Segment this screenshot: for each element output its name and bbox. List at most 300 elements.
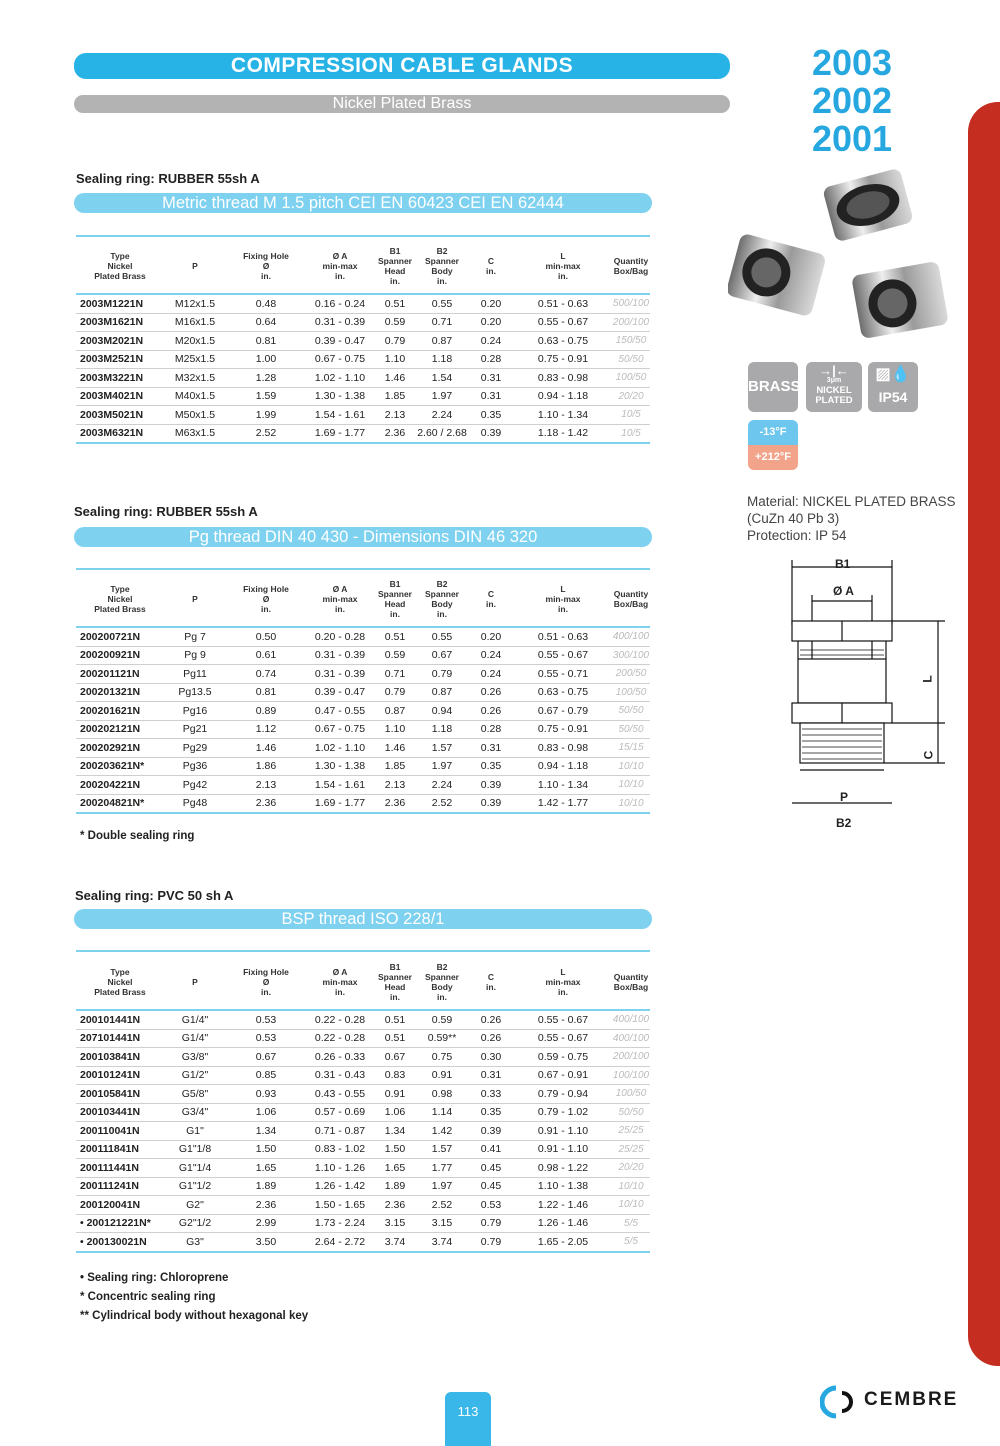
sealing-ring-label: Sealing ring: RUBBER 55sh A xyxy=(74,504,258,519)
cell-a: 0.31 - 0.39 xyxy=(306,665,374,684)
column-header-b2 xyxy=(416,954,468,1010)
cell-l: 1.42 - 1.77 xyxy=(514,794,612,813)
cell-type: 200202121N xyxy=(76,720,164,739)
cell-type: 200120041N xyxy=(76,1196,164,1215)
header-line: in. xyxy=(390,275,400,286)
cell-b1: 0.59 xyxy=(374,313,416,332)
cell-b2: 0.75 xyxy=(416,1048,468,1067)
cell-b2: 1.18 xyxy=(416,720,468,739)
cell-b1: 2.13 xyxy=(374,776,416,795)
header-line: in. xyxy=(486,981,496,992)
cell-b1: 1.06 xyxy=(374,1103,416,1122)
cell-fixing: 0.89 xyxy=(226,702,306,721)
cell-b2: 2.52 xyxy=(416,1196,468,1215)
header-line: in. xyxy=(261,270,271,281)
cell-a: 0.71 - 0.87 xyxy=(306,1122,374,1141)
header-line: in. xyxy=(261,603,271,614)
table-top-rule xyxy=(76,235,650,237)
material-line: Material: NICKEL PLATED BRASS xyxy=(747,494,956,509)
table-row xyxy=(76,1214,650,1233)
cell-fixing: 0.53 xyxy=(226,1010,306,1029)
cell-a: 0.31 - 0.39 xyxy=(306,313,374,332)
cell-l: 0.67 - 0.91 xyxy=(514,1066,612,1085)
column-header-b2 xyxy=(416,238,468,294)
cell-b1: 3.74 xyxy=(374,1233,416,1252)
cell-b1: 1.85 xyxy=(374,757,416,776)
cell-b1: 0.79 xyxy=(374,332,416,351)
cell-b1: 0.87 xyxy=(374,702,416,721)
cell-a: 1.26 - 1.42 xyxy=(306,1177,374,1196)
cell-b2: 0.91 xyxy=(416,1066,468,1085)
cell-fixing: 1.00 xyxy=(226,350,306,369)
header-line: Head xyxy=(384,265,406,276)
header-line: Head xyxy=(384,981,406,992)
column-header-c xyxy=(468,571,514,627)
header-line: Type xyxy=(110,966,130,977)
cell-p: G2"1/2 xyxy=(164,1214,226,1233)
cell-c: 0.35 xyxy=(468,406,514,425)
cell-l: 0.94 - 1.18 xyxy=(514,757,612,776)
cell-a: 0.22 - 0.28 xyxy=(306,1010,374,1029)
cell-fixing: 1.28 xyxy=(226,369,306,388)
table-row xyxy=(76,1010,650,1029)
cell-b1: 1.65 xyxy=(374,1159,416,1178)
header-line: min-max xyxy=(322,976,358,987)
cell-p: G5/8" xyxy=(164,1085,226,1104)
cell-qty: 150/50 xyxy=(612,332,650,351)
table-row xyxy=(76,1103,650,1122)
cell-b1: 0.83 xyxy=(374,1066,416,1085)
cell-l: 1.26 - 1.46 xyxy=(514,1214,612,1233)
cell-c: 0.35 xyxy=(468,757,514,776)
cell-b2: 0.67 xyxy=(416,646,468,665)
material-line: (CuZn 40 Pb 3) xyxy=(747,511,840,526)
cell-a: 1.69 - 1.77 xyxy=(306,424,374,443)
cell-b2: 1.97 xyxy=(416,1177,468,1196)
cell-type: 200105841N xyxy=(76,1085,164,1104)
cell-qty: 500/100 xyxy=(612,294,650,313)
cell-c: 0.39 xyxy=(468,794,514,813)
cell-p: G2" xyxy=(164,1196,226,1215)
header-line: in. xyxy=(390,608,400,619)
cell-p: M20x1.5 xyxy=(164,332,226,351)
header-line: in. xyxy=(486,265,496,276)
header-line: C xyxy=(487,255,495,266)
column-header-b2 xyxy=(416,571,468,627)
side-accent-bar xyxy=(968,102,1000,1366)
header-line: B2 xyxy=(436,245,448,256)
table-row xyxy=(76,683,650,702)
cell-b1: 2.36 xyxy=(374,794,416,813)
cell-b2: 0.59 xyxy=(416,1010,468,1029)
cell-fixing: 1.06 xyxy=(226,1103,306,1122)
cell-a: 0.16 - 0.24 xyxy=(306,294,374,313)
cell-c: 0.53 xyxy=(468,1196,514,1215)
cell-p: G1"1/2 xyxy=(164,1177,226,1196)
cell-p: M12x1.5 xyxy=(164,294,226,313)
temperature-badge xyxy=(748,420,798,470)
sealing-ring-label: Sealing ring: PVC 50 sh A xyxy=(75,888,234,903)
cell-l: 0.98 - 1.22 xyxy=(514,1159,612,1178)
cell-p: M50x1.5 xyxy=(164,406,226,425)
cell-l: 1.18 - 1.42 xyxy=(514,424,612,443)
cell-b2: 2.60 / 2.68 xyxy=(416,424,468,443)
cell-qty: 200/50 xyxy=(612,665,650,684)
cell-c: 0.24 xyxy=(468,332,514,351)
cell-qty: 50/50 xyxy=(612,720,650,739)
dimension-drawing xyxy=(780,555,950,840)
column-header-fixing xyxy=(226,238,306,294)
header-line: min-max xyxy=(545,260,581,271)
table-row xyxy=(76,757,650,776)
ip-label: IP54 xyxy=(878,389,908,405)
column-header-a xyxy=(306,571,374,627)
table-row xyxy=(76,739,650,758)
cell-fixing: 0.85 xyxy=(226,1066,306,1085)
header-line: Spanner xyxy=(377,971,412,982)
cell-type: 207101441N xyxy=(76,1029,164,1048)
cell-fixing: 1.12 xyxy=(226,720,306,739)
cell-fixing: 0.53 xyxy=(226,1029,306,1048)
cell-l: 0.67 - 0.79 xyxy=(514,702,612,721)
header-line: Quantity xyxy=(613,588,649,599)
cell-fixing: 3.50 xyxy=(226,1233,306,1252)
header-line: in. xyxy=(437,991,447,1002)
column-header-fixing xyxy=(226,954,306,1010)
cell-l: 0.55 - 0.67 xyxy=(514,313,612,332)
cell-a: 1.02 - 1.10 xyxy=(306,369,374,388)
header-line: Fixing Hole xyxy=(243,966,289,977)
column-header-type xyxy=(76,238,164,294)
cell-l: 0.83 - 0.98 xyxy=(514,739,612,758)
cell-type: 200203621N* xyxy=(76,757,164,776)
header-line: P xyxy=(192,260,198,271)
cell-b1: 1.50 xyxy=(374,1140,416,1159)
page-number: 113 xyxy=(445,1392,491,1446)
cell-fixing: 2.13 xyxy=(226,776,306,795)
cell-a: 0.31 - 0.39 xyxy=(306,646,374,665)
product-codes xyxy=(806,44,898,158)
table-top-rule xyxy=(76,950,650,952)
cell-p: Pg11 xyxy=(164,665,226,684)
column-header-type xyxy=(76,571,164,627)
brass-badge: BRASS xyxy=(748,362,798,412)
header-line: in. xyxy=(390,991,400,1002)
header-line: B2 xyxy=(436,961,448,972)
header-line: Plated Brass xyxy=(94,270,146,281)
cell-a: 0.57 - 0.69 xyxy=(306,1103,374,1122)
cell-p: G1" xyxy=(164,1122,226,1141)
cell-p: G3/4" xyxy=(164,1103,226,1122)
cell-qty: 5/5 xyxy=(612,1214,650,1233)
cell-fixing: 0.81 xyxy=(226,332,306,351)
header-line: Head xyxy=(384,598,406,609)
cell-l: 0.51 - 0.63 xyxy=(514,294,612,313)
cell-fixing: 0.67 xyxy=(226,1048,306,1067)
sealing-ring-label: Sealing ring: RUBBER 55sh A xyxy=(76,171,260,186)
cell-type: 200204821N* xyxy=(76,794,164,813)
cell-b2: 1.77 xyxy=(416,1159,468,1178)
cell-b1: 0.67 xyxy=(374,1048,416,1067)
cell-p: Pg16 xyxy=(164,702,226,721)
cell-b2: 0.59** xyxy=(416,1029,468,1048)
cell-qty: 50/50 xyxy=(612,1103,650,1122)
column-header-b1 xyxy=(374,954,416,1010)
cell-type: 200103441N xyxy=(76,1103,164,1122)
cell-b1: 1.89 xyxy=(374,1177,416,1196)
header-line: Ø xyxy=(262,260,270,271)
cell-l: 0.79 - 0.94 xyxy=(514,1085,612,1104)
cell-c: 0.20 xyxy=(468,627,514,646)
cell-c: 0.26 xyxy=(468,1010,514,1029)
cell-type: 200111241N xyxy=(76,1177,164,1196)
cell-a: 0.47 - 0.55 xyxy=(306,702,374,721)
table-row xyxy=(76,1177,650,1196)
dim-b2-label: B2 xyxy=(836,816,852,830)
cell-p: Pg48 xyxy=(164,794,226,813)
cell-p: Pg42 xyxy=(164,776,226,795)
cell-qty: 20/20 xyxy=(612,1159,650,1178)
product-code: 2002 xyxy=(811,80,893,121)
ip-rating-badge xyxy=(868,362,918,412)
table-row xyxy=(76,1140,650,1159)
table-row xyxy=(76,720,650,739)
cell-qty: 25/25 xyxy=(612,1140,650,1159)
cell-fixing: 0.61 xyxy=(226,646,306,665)
header-line: L xyxy=(560,583,566,594)
column-header-p xyxy=(164,954,226,1010)
cell-b1: 1.46 xyxy=(374,739,416,758)
cell-b2: 1.54 xyxy=(416,369,468,388)
cell-l: 0.79 - 1.02 xyxy=(514,1103,612,1122)
header-line: C xyxy=(487,971,495,982)
cell-a: 2.64 - 2.72 xyxy=(306,1233,374,1252)
header-line: min-max xyxy=(545,593,581,604)
cell-c: 0.20 xyxy=(468,313,514,332)
dim-b1-label: B1 xyxy=(835,557,851,571)
header-line: min-max xyxy=(322,593,358,604)
nickel-label: NICKEL xyxy=(816,385,852,396)
cell-type: 200200721N xyxy=(76,627,164,646)
table-row xyxy=(76,627,650,646)
dim-l-label: L xyxy=(920,675,935,683)
cell-b1: 1.46 xyxy=(374,369,416,388)
cell-c: 0.35 xyxy=(468,1103,514,1122)
cell-l: 0.63 - 0.75 xyxy=(514,683,612,702)
header-line: in. xyxy=(437,275,447,286)
cell-b1: 0.59 xyxy=(374,646,416,665)
column-header-b1 xyxy=(374,571,416,627)
cell-l: 0.63 - 0.75 xyxy=(514,332,612,351)
cell-p: G1/4" xyxy=(164,1029,226,1048)
table-row xyxy=(76,1085,650,1104)
table-row xyxy=(76,424,650,443)
cell-c: 0.26 xyxy=(468,683,514,702)
cell-l: 0.59 - 0.75 xyxy=(514,1048,612,1067)
header-line: Fixing Hole xyxy=(243,583,289,594)
cell-p: G1"1/4 xyxy=(164,1159,226,1178)
header-line: in. xyxy=(558,986,568,997)
cell-qty: 10/10 xyxy=(612,1196,650,1215)
table-row xyxy=(76,1048,650,1067)
cell-b2: 0.55 xyxy=(416,627,468,646)
cell-type: 200101441N xyxy=(76,1010,164,1029)
cell-fixing: 1.99 xyxy=(226,406,306,425)
cell-b2: 0.94 xyxy=(416,702,468,721)
thread-band: Pg thread DIN 40 430 - Dimensions DIN 46 320 xyxy=(74,527,652,547)
table-row xyxy=(76,406,650,425)
cell-b1: 1.34 xyxy=(374,1122,416,1141)
header-line: Nickel xyxy=(107,260,133,271)
cell-a: 1.30 - 1.38 xyxy=(306,757,374,776)
table-note: ** Cylindrical body without hexagonal key xyxy=(80,1310,309,1322)
cell-p: G1/2" xyxy=(164,1066,226,1085)
column-header-qty xyxy=(612,571,650,627)
cell-type: 200111841N xyxy=(76,1140,164,1159)
table-row xyxy=(76,1066,650,1085)
cell-a: 1.02 - 1.10 xyxy=(306,739,374,758)
cell-l: 1.10 - 1.34 xyxy=(514,406,612,425)
temp-high: +212°F xyxy=(748,445,798,470)
nickel-plated-badge xyxy=(806,362,862,412)
cell-l: 1.10 - 1.38 xyxy=(514,1177,612,1196)
cell-fixing: 1.89 xyxy=(226,1177,306,1196)
cell-fixing: 2.36 xyxy=(226,794,306,813)
cell-c: 0.31 xyxy=(468,387,514,406)
cell-type: 200202921N xyxy=(76,739,164,758)
header-line: Nickel xyxy=(107,976,133,987)
cell-l: 0.75 - 0.91 xyxy=(514,720,612,739)
table-top-rule xyxy=(76,568,650,570)
header-line: P xyxy=(192,976,198,987)
header-line: Box/Bag xyxy=(613,598,649,609)
cell-fixing: 0.81 xyxy=(226,683,306,702)
cell-type: 200201121N xyxy=(76,665,164,684)
cell-a: 0.22 - 0.28 xyxy=(306,1029,374,1048)
cell-qty: 50/50 xyxy=(612,350,650,369)
header-line: B2 xyxy=(436,578,448,589)
cell-qty: 200/100 xyxy=(612,1048,650,1067)
cell-type: • 200130021N xyxy=(76,1233,164,1252)
cell-l: 0.83 - 0.98 xyxy=(514,369,612,388)
cell-l: 0.91 - 1.10 xyxy=(514,1140,612,1159)
cell-fixing: 2.36 xyxy=(226,1196,306,1215)
cell-fixing: 1.34 xyxy=(226,1122,306,1141)
cell-c: 0.79 xyxy=(468,1233,514,1252)
cell-p: Pg 9 xyxy=(164,646,226,665)
cell-qty: 10/10 xyxy=(612,776,650,795)
cell-p: G1"1/8 xyxy=(164,1140,226,1159)
header-line: Plated Brass xyxy=(94,986,146,997)
cell-type: 2003M6321N xyxy=(76,424,164,443)
cell-qty: 5/5 xyxy=(612,1233,650,1252)
header-line: in. xyxy=(558,603,568,614)
cell-a: 0.31 - 0.43 xyxy=(306,1066,374,1085)
column-header-type xyxy=(76,954,164,1010)
table-row xyxy=(76,702,650,721)
cell-a: 0.39 - 0.47 xyxy=(306,332,374,351)
header-line: Box/Bag xyxy=(613,265,649,276)
cell-fixing: 0.48 xyxy=(226,294,306,313)
cell-b1: 1.10 xyxy=(374,350,416,369)
cell-type: 200204221N xyxy=(76,776,164,795)
cell-type: 2003M3221N xyxy=(76,369,164,388)
cell-b2: 1.97 xyxy=(416,387,468,406)
header-line: Spanner xyxy=(424,255,459,266)
cell-a: 0.67 - 0.75 xyxy=(306,350,374,369)
cell-p: M32x1.5 xyxy=(164,369,226,388)
header-line: B1 xyxy=(389,961,401,972)
cell-qty: 100/50 xyxy=(612,683,650,702)
header-line: Spanner xyxy=(424,588,459,599)
cell-qty: 400/100 xyxy=(612,627,650,646)
header-line: min-max xyxy=(322,260,358,271)
header-line: Ø A xyxy=(332,250,348,261)
cell-b1: 0.51 xyxy=(374,294,416,313)
cell-qty: 10/10 xyxy=(612,757,650,776)
thread-band: Metric thread M 1.5 pitch CEI EN 60423 CEI EN 62444 xyxy=(74,193,652,213)
cell-fixing: 0.50 xyxy=(226,627,306,646)
cell-qty: 25/25 xyxy=(612,1122,650,1141)
table-note: • Sealing ring: Chloroprene xyxy=(80,1272,229,1284)
column-header-a xyxy=(306,954,374,1010)
cell-a: 1.69 - 1.77 xyxy=(306,794,374,813)
column-header-c xyxy=(468,238,514,294)
table-row xyxy=(76,294,650,313)
header-line: in. xyxy=(558,270,568,281)
table-row xyxy=(76,369,650,388)
cell-p: M63x1.5 xyxy=(164,424,226,443)
cell-c: 0.24 xyxy=(468,646,514,665)
header-line: Quantity xyxy=(613,255,649,266)
column-header-l xyxy=(514,238,612,294)
column-header-fixing xyxy=(226,571,306,627)
cell-qty: 10/10 xyxy=(612,794,650,813)
cell-p: G3" xyxy=(164,1233,226,1252)
cell-b1: 2.13 xyxy=(374,406,416,425)
table-row xyxy=(76,350,650,369)
cell-type: 200111441N xyxy=(76,1159,164,1178)
column-header-p xyxy=(164,238,226,294)
product-code: 2001 xyxy=(811,118,893,159)
table-note: * Concentric sealing ring xyxy=(80,1291,216,1303)
cell-a: 0.43 - 0.55 xyxy=(306,1085,374,1104)
cell-a: 0.26 - 0.33 xyxy=(306,1048,374,1067)
table-row xyxy=(76,794,650,813)
column-header-l xyxy=(514,571,612,627)
cell-b1: 2.36 xyxy=(374,1196,416,1215)
dim-a-label: Ø A xyxy=(833,584,854,598)
header-line: B1 xyxy=(389,578,401,589)
cell-c: 0.33 xyxy=(468,1085,514,1104)
cell-qty: 400/100 xyxy=(612,1029,650,1048)
cell-b1: 3.15 xyxy=(374,1214,416,1233)
page-title: COMPRESSION CABLE GLANDS xyxy=(74,53,730,79)
table-row xyxy=(76,1196,650,1215)
cell-qty: 10/10 xyxy=(612,1177,650,1196)
cell-p: Pg13.5 xyxy=(164,683,226,702)
column-header-qty xyxy=(612,954,650,1010)
header-line: in. xyxy=(335,270,345,281)
cell-type: 2003M2021N xyxy=(76,332,164,351)
spec-table xyxy=(76,571,650,814)
cell-c: 0.45 xyxy=(468,1159,514,1178)
cell-b2: 0.79 xyxy=(416,665,468,684)
cell-fixing: 2.99 xyxy=(226,1214,306,1233)
thread-band: BSP thread ISO 228/1 xyxy=(74,909,652,929)
cell-p: Pg 7 xyxy=(164,627,226,646)
header-line: Ø A xyxy=(332,966,348,977)
